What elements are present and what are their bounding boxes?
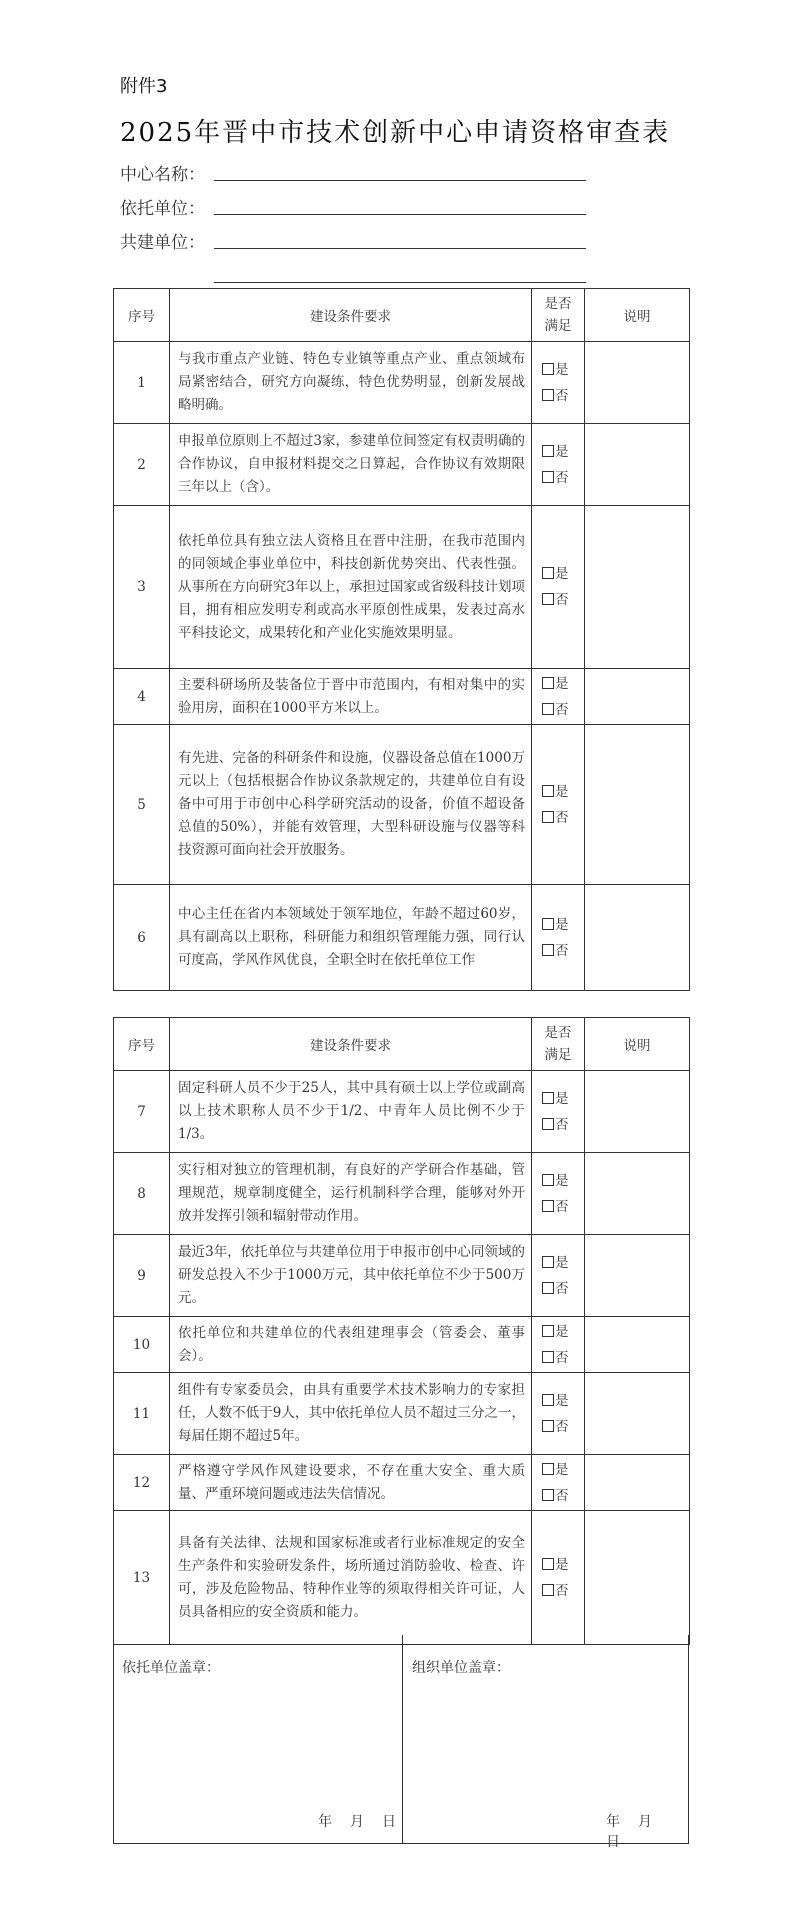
co-build-unit-line-2: [214, 282, 586, 283]
yes-option-label: 是: [555, 1254, 569, 1271]
yes-checkbox[interactable]: [542, 567, 554, 579]
table-row: [114, 885, 690, 991]
row-number: 5: [114, 725, 170, 885]
note-cell[interactable]: [585, 1373, 690, 1455]
no-option-label: 否: [555, 1418, 569, 1435]
note-cell[interactable]: [585, 1511, 690, 1645]
note-cell[interactable]: [585, 342, 690, 424]
yes-option-label: 是: [555, 566, 569, 582]
yes-option-label: 是: [555, 1090, 569, 1107]
satisfied-options: [532, 424, 585, 506]
satisfied-options: [532, 1235, 585, 1317]
satisfied-header-line1: 是否: [544, 296, 572, 312]
requirement-text: 具备有关法律、法规和国家标准或者行业标准规定的安全生产条件和实验研发条件，场所通过消防验收、检查、许可，涉及危险物品、特种作业等的须取得相关许可证，人员具备相应的安全资质和能力。: [170, 1511, 532, 1645]
row-number: 1: [114, 342, 170, 424]
row-number: 9: [114, 1235, 170, 1317]
yes-checkbox[interactable]: [542, 1092, 554, 1104]
satisfied-header: [532, 289, 585, 342]
yes-checkbox[interactable]: [542, 1256, 554, 1268]
co-build-unit-label: 共建单位：: [120, 233, 205, 253]
note-cell[interactable]: [585, 669, 690, 725]
satisfied-options: [532, 506, 585, 669]
yes-option-label: 是: [555, 361, 569, 378]
no-option-label: 否: [555, 942, 569, 959]
satisfied-header: [532, 1018, 585, 1071]
row-number: 10: [114, 1317, 170, 1373]
note-cell[interactable]: [585, 1153, 690, 1235]
note-cell[interactable]: [585, 1317, 690, 1373]
co-build-unit-field: [120, 228, 205, 253]
row-number: 13: [114, 1511, 170, 1645]
yes-checkbox[interactable]: [542, 918, 554, 930]
no-option-label: 否: [555, 1582, 569, 1599]
no-checkbox[interactable]: [542, 1489, 554, 1501]
no-checkbox[interactable]: [542, 1282, 554, 1294]
no-checkbox[interactable]: [542, 1118, 554, 1130]
note-cell[interactable]: [585, 1235, 690, 1317]
table-row: [114, 424, 690, 506]
requirement-text: 组件有专家委员会，由具有重要学术技术影响力的专家担任，人数不低于9人，其中依托单位人员不超过三分之一，每届任期不超过5年。: [170, 1373, 532, 1455]
table-row: [114, 669, 690, 725]
yes-option-label: 是: [555, 1461, 569, 1478]
satisfied-options: [532, 1071, 585, 1153]
yes-option-label: 是: [555, 675, 569, 692]
note-cell[interactable]: [585, 885, 690, 991]
satisfied-options: [532, 885, 585, 991]
requirement-text: 实行相对独立的管理机制，有良好的产学研合作基础，管理规范，规章制度健全，运行机制科学合理，能够对外开放并发挥引领和辐射带动作用。: [170, 1153, 532, 1235]
host-seal-date: 年月日: [318, 1814, 414, 1830]
yes-option-label: 是: [555, 1172, 569, 1189]
no-checkbox[interactable]: [542, 593, 554, 605]
host-unit-label: 依托单位：: [120, 199, 205, 219]
row-number: 8: [114, 1153, 170, 1235]
satisfied-options: [532, 1373, 585, 1455]
row-number: 4: [114, 669, 170, 725]
satisfied-header-line2: 满足: [544, 1047, 572, 1063]
host-seal-label: 依托单位盖章：: [122, 1660, 220, 1676]
requirement-text: 中心主任在省内本领域处于领军地位，年龄不超过60岁，具有副高以上职称，科研能力和组织管理能力强，同行认可度高，学风作风优良，全职全时在依托单位工作: [170, 885, 532, 991]
satisfied-options: [532, 1455, 585, 1511]
row-number: 2: [114, 424, 170, 506]
center-name-label: 中心名称：: [120, 165, 205, 185]
yes-option-label: 是: [555, 1323, 569, 1340]
no-option-label: 否: [555, 469, 569, 486]
yes-option-label: 是: [555, 783, 569, 800]
page-title: 2025年晋中市技术创新中心申请资格审查表: [120, 118, 671, 148]
requirement-header: 建设条件要求: [170, 289, 532, 342]
no-checkbox[interactable]: [542, 703, 554, 715]
row-number: 6: [114, 885, 170, 991]
center-name-line: [214, 180, 586, 181]
no-option-label: 否: [555, 1116, 569, 1133]
requirement-text: 固定科研人员不少于25人，其中具有硕士以上学位或副高以上技术职称人员不少于1/2、中青年人员比例不少于1/3。: [170, 1071, 532, 1153]
yes-checkbox[interactable]: [542, 677, 554, 689]
note-cell[interactable]: [585, 1455, 690, 1511]
requirements-table-2: [113, 1017, 690, 1645]
yes-checkbox[interactable]: [542, 1558, 554, 1570]
host-unit-field: [120, 194, 205, 219]
satisfied-header-line2: 满足: [544, 318, 572, 334]
organizer-seal-date: 年月日: [606, 1814, 670, 1850]
no-checkbox[interactable]: [542, 811, 554, 823]
no-option-label: 否: [555, 1198, 569, 1215]
requirements-table-1: [113, 288, 690, 991]
satisfied-options: [532, 342, 585, 424]
yes-checkbox[interactable]: [542, 363, 554, 375]
yes-checkbox[interactable]: [542, 1394, 554, 1406]
satisfied-options: [532, 1511, 585, 1645]
no-option-label: 否: [555, 701, 569, 718]
no-option-label: 否: [555, 809, 569, 826]
table-row: [114, 1511, 690, 1645]
organizer-seal-label: 组织单位盖章：: [412, 1660, 510, 1676]
table-row: [114, 1455, 690, 1511]
table-header: [114, 289, 690, 342]
yes-checkbox[interactable]: [542, 1325, 554, 1337]
host-unit-line: [214, 214, 586, 215]
table-row: [114, 1373, 690, 1455]
no-checkbox[interactable]: [542, 471, 554, 483]
table-row: [114, 506, 690, 669]
row-number: 7: [114, 1071, 170, 1153]
note-header: 说明: [585, 289, 690, 342]
signature-area: [113, 1635, 689, 1850]
no-checkbox[interactable]: [542, 1200, 554, 1212]
yes-option-label: 是: [555, 1392, 569, 1409]
requirement-text: 最近3年，依托单位与共建单位用于申报市创中心同领域的研发总投入不少于1000万元，其中依托单位不少于500万元。: [170, 1235, 532, 1317]
requirement-text: 申报单位原则上不超过3家，参建单位间签定有权责明确的合作协议，自申报材料提交之日算起，合作协议有效期限三年以上（含）。: [170, 424, 532, 506]
no-option-label: 否: [555, 1487, 569, 1504]
center-name-field: [120, 160, 205, 185]
no-checkbox[interactable]: [542, 1351, 554, 1363]
satisfied-options: [532, 725, 585, 885]
table-row: [114, 725, 690, 885]
satisfied-options: [532, 1317, 585, 1373]
seq-header: 序号: [114, 289, 170, 342]
requirement-text: 主要科研场所及装备位于晋中市范围内，有相对集中的实验用房，面积在1000平方米以上。: [170, 669, 532, 725]
table-row: [114, 1153, 690, 1235]
table-row: [114, 342, 690, 424]
yes-checkbox[interactable]: [542, 785, 554, 797]
table-row: [114, 1235, 690, 1317]
yes-option-label: 是: [555, 916, 569, 933]
no-option-label: 否: [555, 1280, 569, 1297]
no-option-label: 否: [555, 1349, 569, 1366]
seq-header: 序号: [114, 1018, 170, 1071]
requirement-text: 与我市重点产业链、特色专业镇等重点产业、重点领域布局紧密结合，研究方向凝练，特色优势明显，创新发展战略明确。: [170, 342, 532, 424]
attachment-label: 附件3: [120, 76, 168, 97]
no-option-label: 否: [555, 592, 569, 608]
table-header: [114, 1018, 690, 1071]
requirement-text: 依托单位具有独立法人资格且在晋中注册，在我市范围内的同领域企事业单位中，科技创新优势突出、代表性强。从事所在方向研究3年以上，承担过国家或省级科技计划项目，拥有相应发明专利或高水平原创性成果，发表过高水平科技论文，成果转化和产业化实施效果明显。: [170, 506, 532, 669]
yes-option-label: 是: [555, 443, 569, 460]
yes-checkbox[interactable]: [542, 1463, 554, 1475]
note-cell[interactable]: [585, 725, 690, 885]
yes-option-label: 是: [555, 1556, 569, 1573]
requirement-text: 严格遵守学风作风建设要求，不存在重大安全、重大质量、严重环境问题或违法失信情况。: [170, 1455, 532, 1511]
yes-checkbox[interactable]: [542, 445, 554, 457]
table-row: [114, 1317, 690, 1373]
no-checkbox[interactable]: [542, 944, 554, 956]
requirement-text: 依托单位和共建单位的代表组建理事会（管委会、董事会）。: [170, 1317, 532, 1373]
no-checkbox[interactable]: [542, 1584, 554, 1596]
table-row: [114, 1071, 690, 1153]
satisfied-options: [532, 1153, 585, 1235]
satisfied-options: [532, 669, 585, 725]
row-number: 3: [114, 506, 170, 669]
row-number: 11: [114, 1373, 170, 1455]
note-cell[interactable]: [585, 506, 690, 669]
no-option-label: 否: [555, 387, 569, 404]
yes-checkbox[interactable]: [542, 1174, 554, 1186]
note-cell[interactable]: [585, 424, 690, 506]
satisfied-header-line1: 是否: [544, 1025, 572, 1041]
note-cell[interactable]: [585, 1071, 690, 1153]
requirement-header: 建设条件要求: [170, 1018, 532, 1071]
co-build-unit-line: [214, 248, 586, 249]
no-checkbox[interactable]: [542, 1420, 554, 1432]
row-number: 12: [114, 1455, 170, 1511]
requirement-text: 有先进、完备的科研条件和设施，仪器设备总值在1000万元以上（包括根据合作协议条款规定的，共建单位自有设备中可用于市创中心科学研究活动的设备，价值不超设备总值的50%），并能有效管理，大型科研设施与仪器等科技资源可面向社会开放服务。: [170, 725, 532, 885]
no-checkbox[interactable]: [542, 389, 554, 401]
note-header: 说明: [585, 1018, 690, 1071]
